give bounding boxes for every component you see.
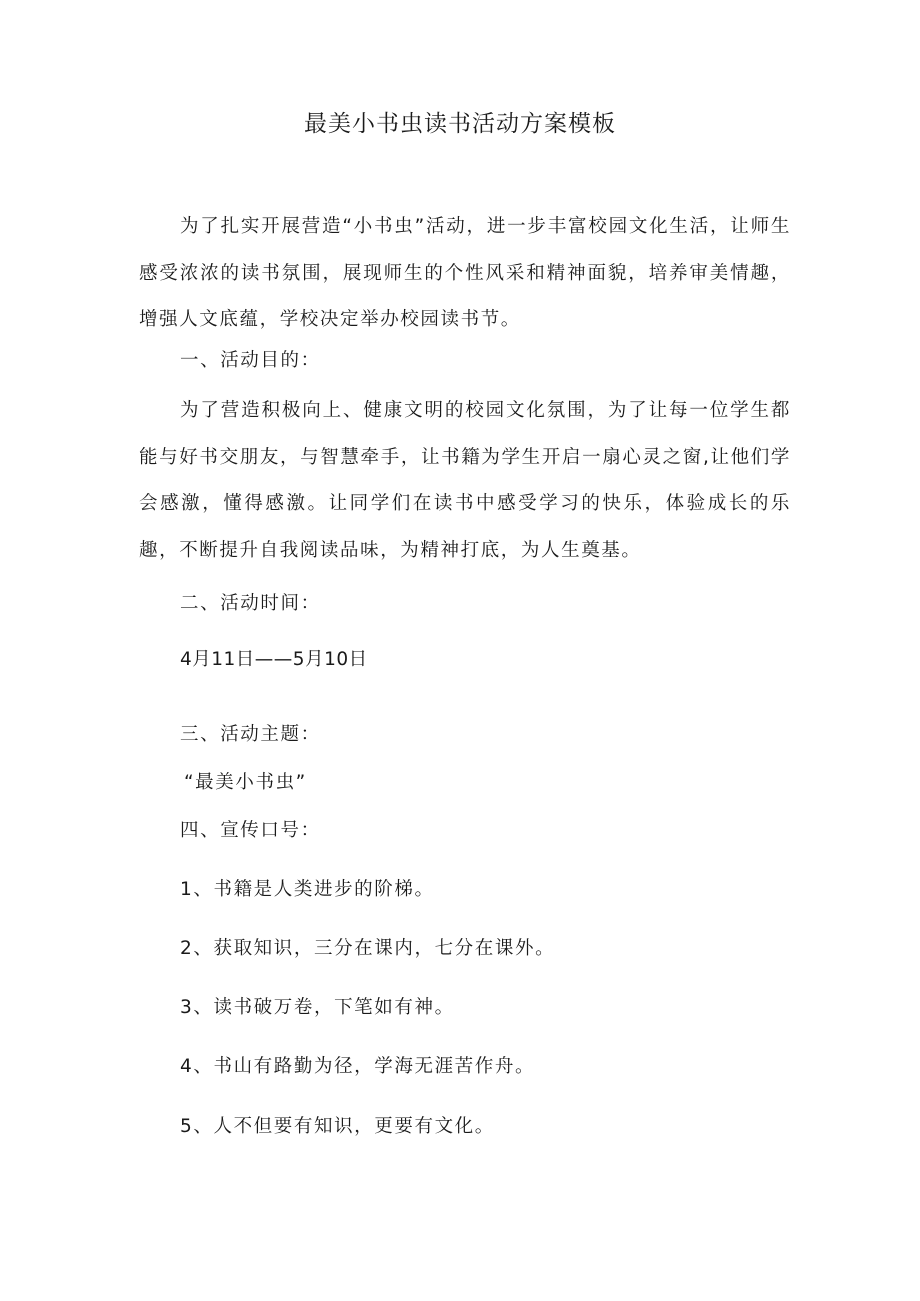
- section2-heading: 二、活动时间：: [180, 593, 321, 614]
- section1-body: 为了营造积极向上、健康文明的校园文化氛围，为了让每一位学生都能与好书交朋友，与智慧牵手，让书籍为学生开启一扇心灵之窗,让他们学会感激，懂得感激。让同学们在读书中感受学习的快乐，体验成长的乐趣，不断提升自我阅读品味，为精神打底，为人生奠基。: [139, 400, 791, 561]
- intro-paragraph: 为了扎实开展营造“小书虫”活动，进一步丰富校园文化生活，让师生感受浓浓的读书氛围，展现师生的个性风采和精神面貌，培养审美情趣，增强人文底蕴，学校决定举办校园读书节。: [139, 216, 791, 330]
- slogan-item: 5、人不但要有知识，更要有文化。: [180, 1116, 495, 1137]
- document-title: 最美小书虫读书活动方案模板: [304, 111, 616, 137]
- section4-heading: 四、宣传口号：: [180, 820, 321, 841]
- slogan-item: 1、书籍是人类进步的阶梯。: [180, 879, 435, 900]
- slogan-item: 3、读书破万卷，下笔如有神。: [180, 997, 455, 1018]
- slogan-item: 2、获取知识，三分在课内，七分在课外。: [180, 938, 556, 959]
- section3-body: “最美小书虫”: [184, 772, 307, 793]
- section1-heading: 一、活动目的：: [180, 350, 321, 371]
- slogan-item: 4、书山有路勤为径，学海无涯苦作舟。: [180, 1056, 536, 1077]
- section3-heading: 三、活动主题：: [180, 724, 321, 745]
- section2-body: 4月11日——5月10日: [180, 649, 368, 670]
